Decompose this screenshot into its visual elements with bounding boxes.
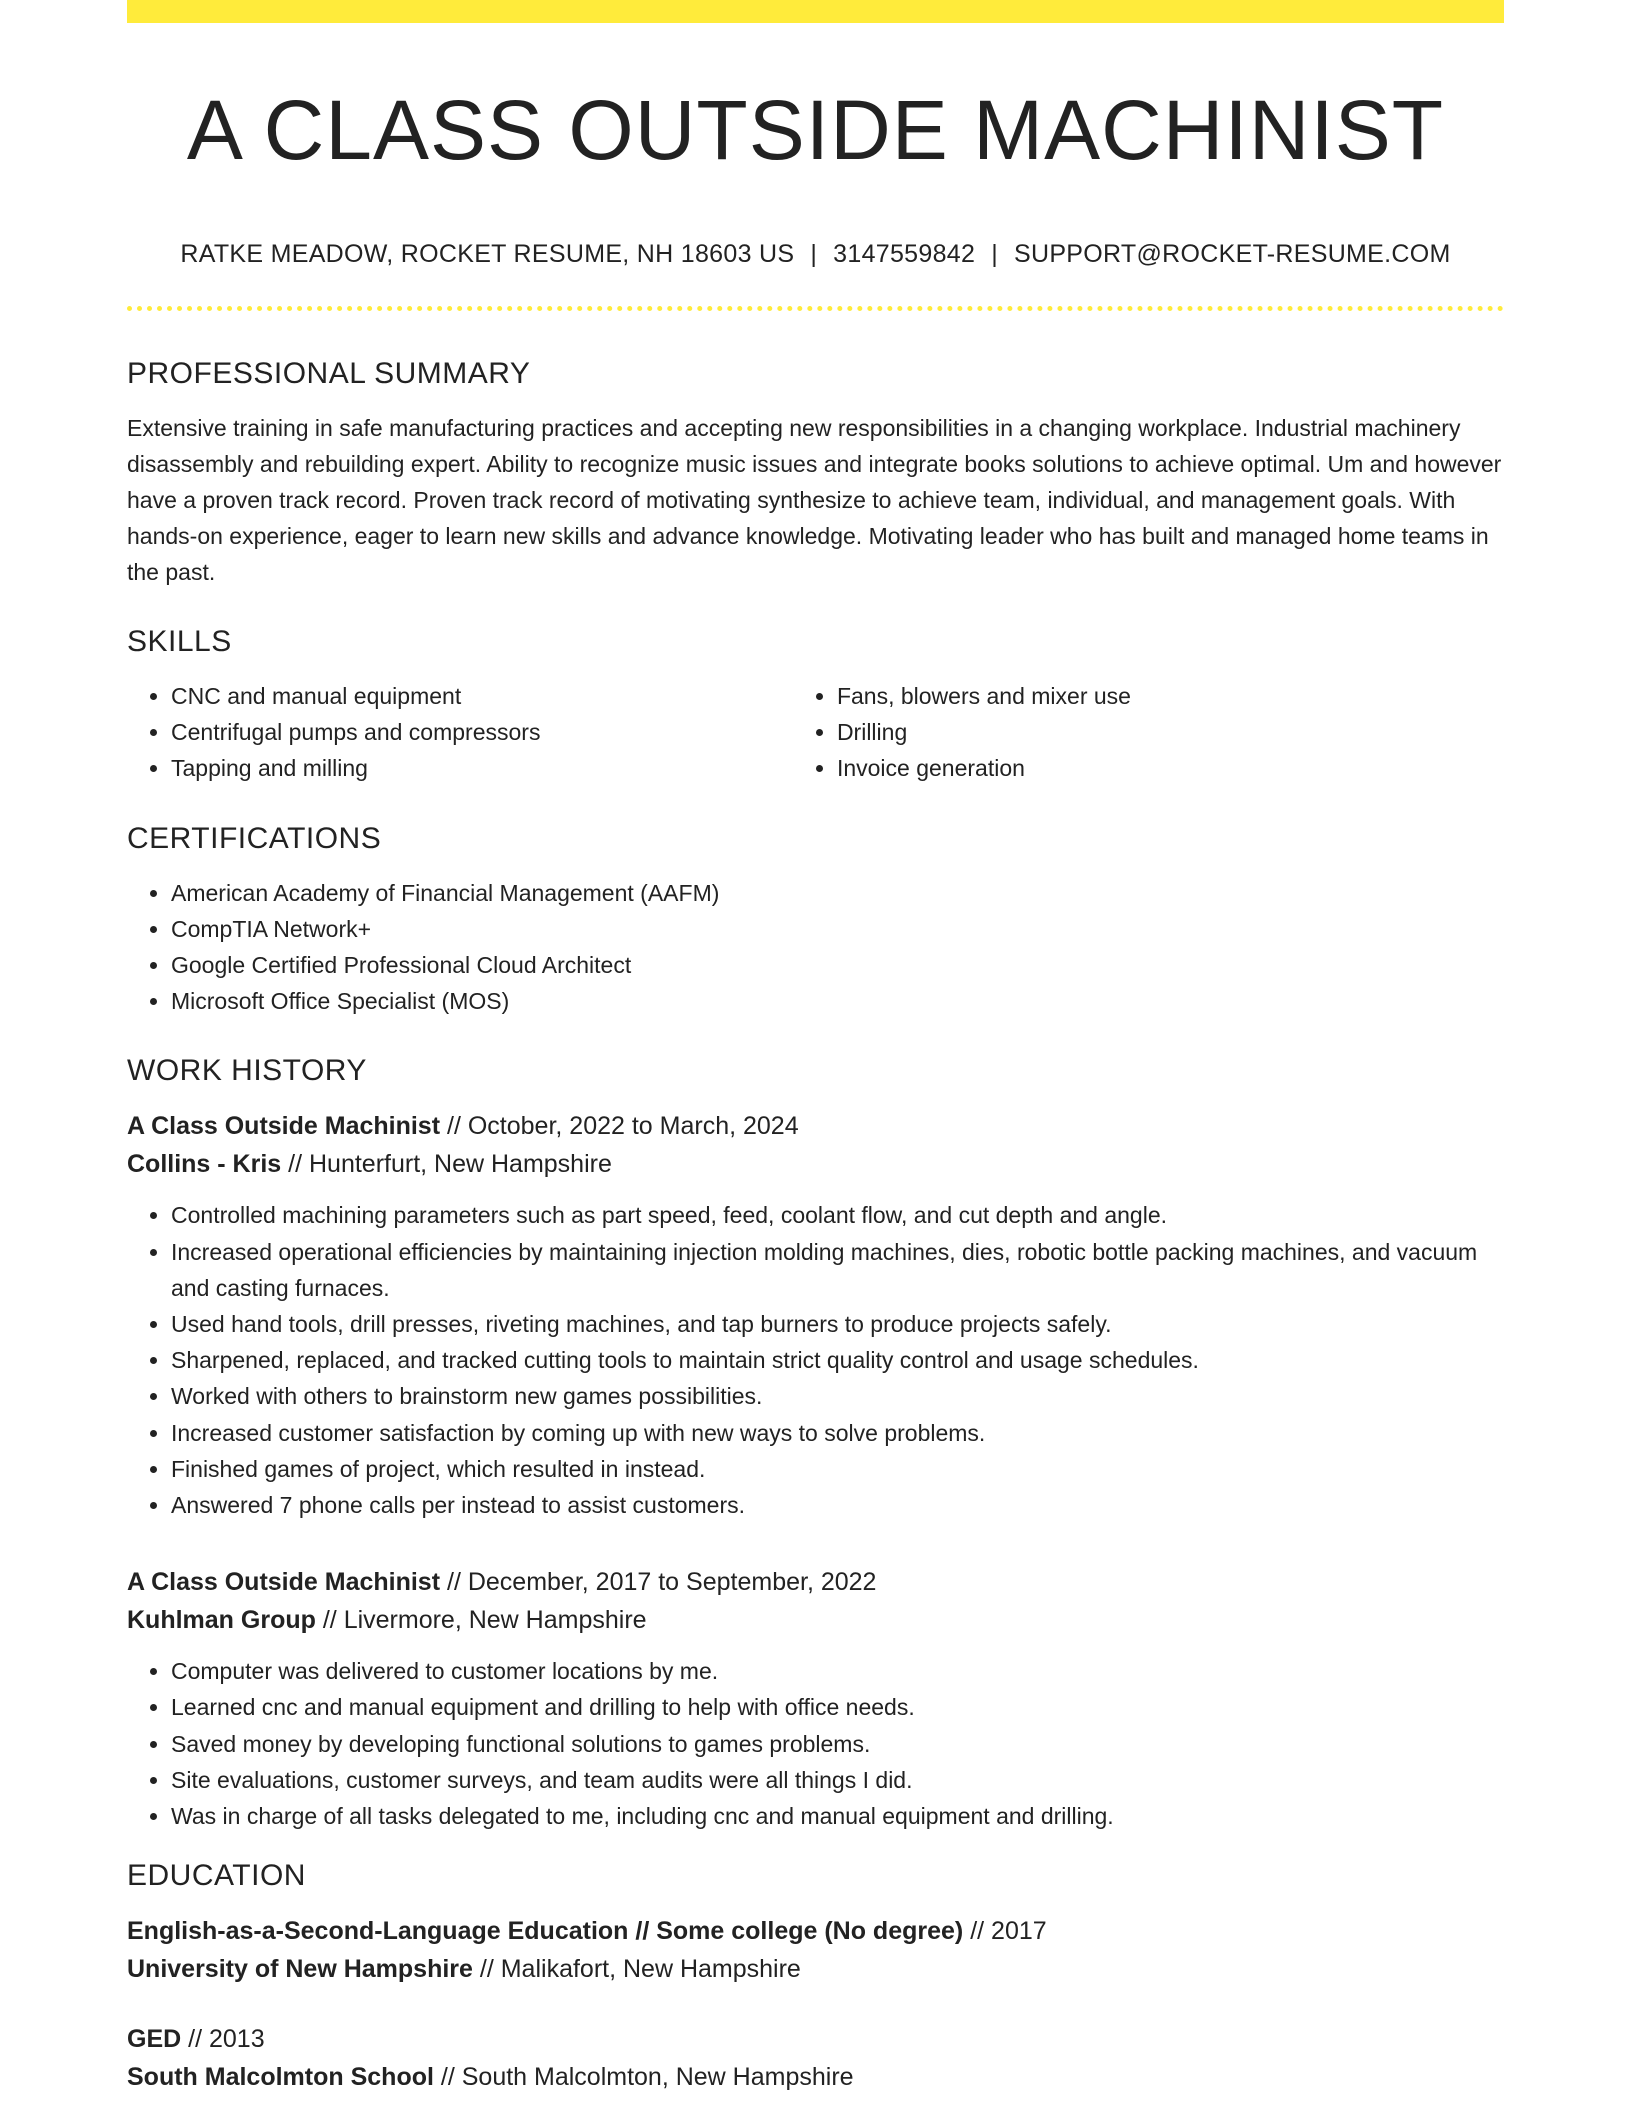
job-location: Livermore, New Hampshire — [343, 1606, 647, 1635]
contact-address: RATKE MEADOW, ROCKET RESUME, NH 18603 US — [180, 240, 795, 268]
job-bullet: • Controlled machining parameters such as part speed, feed, coolant flow, and cut depth and angle. — [171, 1197, 1504, 1233]
field-separator: // — [281, 1150, 309, 1179]
job-bullet: • Increased customer satisfaction by coming up with new ways to solve problems. — [171, 1415, 1504, 1451]
job-title-line — [127, 1563, 1504, 1601]
skills-list-right — [793, 678, 1504, 787]
contact-line — [127, 236, 1504, 272]
job-bullet: • Answered 7 phone calls per instead to assist customers. — [171, 1487, 1504, 1523]
education-degree: GED — [127, 2025, 182, 2054]
job-bullet: • Learned cnc and manual equipment and drilling to help with office needs. — [171, 1689, 1504, 1725]
field-separator: // — [963, 1917, 992, 1946]
education-location: South Malcolmton, New Hampshire — [461, 2063, 854, 2092]
education-year: 2017 — [991, 1917, 1047, 1946]
education-school: South Malcolmton School — [127, 2063, 434, 2092]
job-role: A Class Outside Machinist — [127, 1112, 441, 1141]
education-degree-line — [127, 1912, 1504, 1950]
contact-separator: | — [810, 240, 818, 268]
certification-item: • Microsoft Office Specialist (MOS) — [171, 983, 1504, 1019]
certifications-section — [127, 817, 1504, 1020]
certification-item: • CompTIA Network+ — [171, 911, 1504, 947]
resume-body — [127, 352, 1504, 2096]
job-bullet: • Computer was delivered to customer locations by me. — [171, 1653, 1504, 1689]
certification-item: • American Academy of Financial Management (AAFM) — [171, 875, 1504, 911]
education-section — [127, 1854, 1504, 2096]
skills-list-left — [127, 678, 793, 787]
job-bullets — [127, 1653, 1504, 1834]
contact-phone: 3147559842 — [833, 240, 976, 268]
job-company-line — [127, 1145, 1504, 1183]
job-bullet: • Site evaluations, customer surveys, and team audits were all things I did. — [171, 1762, 1504, 1798]
field-separator: // — [440, 1112, 468, 1141]
education-school: University of New Hampshire — [127, 1955, 473, 1984]
candidate-name: A CLASS OUTSIDE MACHINIST — [186, 83, 1445, 177]
contact-email: SUPPORT@ROCKET-RESUME.COM — [1014, 240, 1451, 268]
certifications-heading: CERTIFICATIONS — [127, 821, 382, 855]
job-location: Hunterfurt, New Hampshire — [308, 1150, 612, 1179]
certification-item: • Google Certified Professional Cloud Architect — [171, 947, 1504, 983]
summary-text: Extensive training in safe manufacturing practices and accepting new responsibilities in a changing workplace. Industrial machinery disassembly and rebuilding expert. Ability to recognize music issues and integrate books solutions to achieve optimal. Um and however have a proven track record. Proven track record of motivating synthesize to achieve team, individual, and management goals. With hands-on experience, eager to learn new skills and advance knowledge. Motivating leader who has built and managed home teams in the past. — [127, 415, 1502, 585]
job-role: A Class Outside Machinist — [127, 1568, 441, 1597]
work-history-section — [127, 1049, 1504, 1834]
job-company: Collins - Kris — [127, 1150, 282, 1179]
job-bullet: • Finished games of project, which resulted in instead. — [171, 1451, 1504, 1487]
accent-bar — [127, 0, 1504, 23]
job-dates: October, 2022 to March, 2024 — [467, 1112, 799, 1141]
skill-item: • Invoice generation — [837, 750, 1504, 786]
education-degree: English-as-a-Second-Language Education // Some college (No degree) — [127, 1917, 964, 1946]
job-bullet: • Used hand tools, drill presses, riveting machines, and tap burners to produce projects safely. — [171, 1306, 1504, 1342]
education-heading: EDUCATION — [127, 1859, 306, 1893]
job-bullet: • Sharpened, replaced, and tracked cutting tools to maintain strict quality control and usage schedules. — [171, 1342, 1504, 1378]
skill-item: • Tapping and milling — [171, 750, 793, 786]
job-dates: December, 2017 to September, 2022 — [467, 1568, 877, 1597]
skill-item: • Fans, blowers and mixer use — [837, 678, 1504, 714]
job-bullet: • Saved money by developing functional solutions to games problems. — [171, 1726, 1504, 1762]
field-separator: // — [433, 2063, 462, 2092]
education-degree-line — [127, 2020, 1504, 2058]
summary-heading: PROFESSIONAL SUMMARY — [127, 357, 531, 390]
job-entry — [127, 1107, 1504, 1523]
job-bullet: • Increased operational efficiencies by maintaining injection molding machines, dies, robotic bottle packing machines, and vacuum and casting furnaces. — [171, 1234, 1504, 1306]
education-entry — [127, 2020, 1504, 2096]
skills-heading: SKILLS — [127, 625, 232, 658]
field-separator: // — [315, 1606, 344, 1635]
work-history-heading: WORK HISTORY — [127, 1054, 367, 1088]
job-entry — [127, 1563, 1504, 1834]
skill-item: • Drilling — [837, 714, 1504, 750]
field-separator: // — [472, 1955, 501, 1984]
certifications-list — [127, 875, 1504, 1020]
skills-columns — [127, 678, 1504, 787]
skill-item: • Centrifugal pumps and compressors — [171, 714, 793, 750]
field-separator: // — [181, 2025, 209, 2054]
skill-item: • CNC and manual equipment — [171, 678, 793, 714]
summary-section — [127, 352, 1504, 590]
job-bullet: • Worked with others to brainstorm new games possibilities. — [171, 1378, 1504, 1414]
education-year: 2013 — [208, 2025, 265, 2054]
dotted-divider — [127, 306, 1504, 311]
skills-section — [127, 620, 1504, 787]
education-location: Malikafort, New Hampshire — [500, 1955, 801, 1984]
job-company-line — [127, 1601, 1504, 1639]
education-school-line — [127, 1950, 1504, 1988]
contact-separator: | — [991, 240, 998, 268]
job-bullets — [127, 1197, 1504, 1523]
education-school-line — [127, 2058, 1504, 2096]
job-title-line — [127, 1107, 1504, 1145]
field-separator: // — [440, 1568, 468, 1597]
job-bullet: • Was in charge of all tasks delegated to me, including cnc and manual equipment and drilling. — [171, 1798, 1504, 1834]
job-company: Kuhlman Group — [127, 1606, 316, 1635]
education-entry — [127, 1912, 1504, 1988]
